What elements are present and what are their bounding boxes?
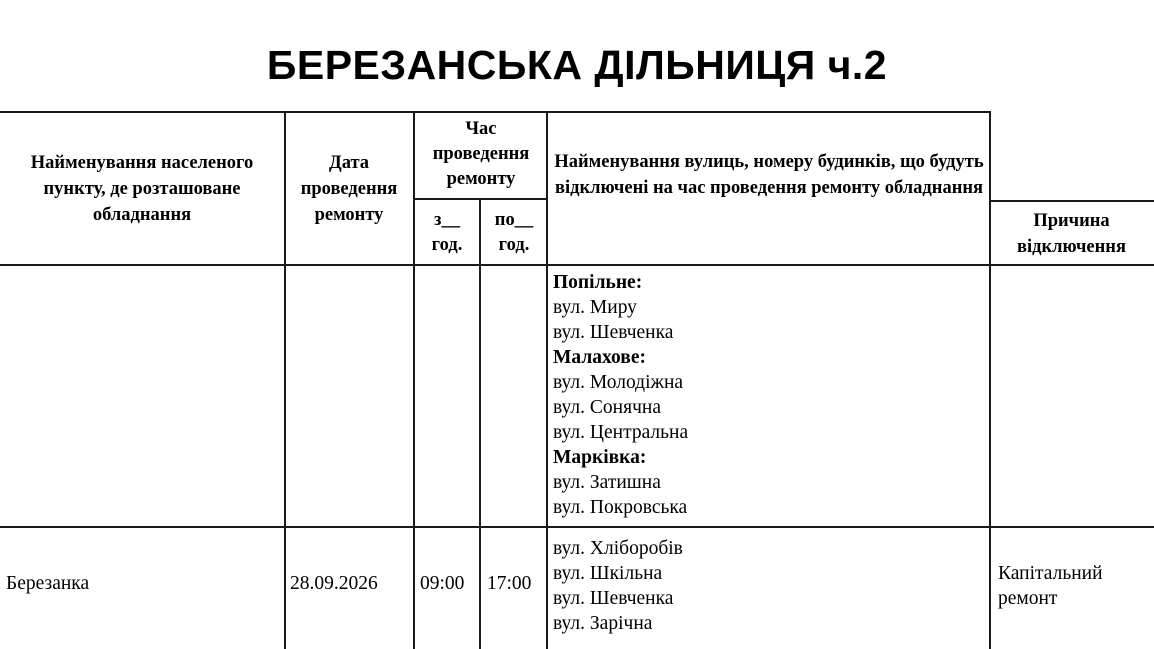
street-item: вул. Миру (553, 297, 637, 318)
col-divider-4 (546, 111, 548, 649)
cell-time-to: 17:00 (487, 573, 532, 594)
village-label: Попільне: (553, 272, 643, 293)
street-item: вул. Покровська (553, 497, 688, 518)
header-streets: Найменування вулиць, номеру будинків, що будуть відключені на час проведення ремонту обладнання (554, 152, 984, 198)
header-date: Дата проведення ремонту (300, 153, 398, 225)
street-item: вул. Молодіжна (553, 372, 684, 393)
cell-settlement: Березанка (6, 573, 90, 594)
header-settlement: Найменування населеного пункту, де розташоване обладнання (30, 153, 254, 225)
header-time-to: по__ год. (494, 210, 534, 255)
col-divider-5 (989, 111, 991, 649)
table-top-border (0, 111, 990, 113)
table-row-2-streets (553, 536, 683, 636)
col-divider-2 (413, 111, 415, 649)
cell-reason: Капітальний ремонт (998, 563, 1103, 609)
col-divider-1 (284, 111, 286, 649)
street-item: вул. Центральна (553, 422, 689, 443)
col-divider-3 (479, 199, 481, 649)
cell-date: 28.09.2026 (290, 573, 378, 594)
header-time-from: з__ год. (431, 210, 463, 255)
street-item: вул. Зарічна (553, 613, 653, 634)
reason-header-top-border (990, 200, 1154, 202)
street-item: вул. Шевченка (553, 322, 674, 343)
street-item: вул. Сонячна (553, 397, 661, 418)
street-item: вул. Хліборобів (553, 538, 683, 559)
street-item: вул. Затишна (553, 472, 661, 493)
village-label: Малахове: (553, 347, 646, 368)
table-row-1-streets (553, 270, 688, 520)
header-reason: Причина відключення (1017, 211, 1126, 257)
row-divider (0, 526, 1154, 528)
header-time: Час проведення ремонту (432, 119, 530, 189)
header-bottom-border (0, 264, 1154, 266)
street-item: вул. Шкільна (553, 563, 663, 584)
cell-time-from: 09:00 (420, 573, 465, 594)
village-label: Марківка: (553, 447, 647, 468)
street-item: вул. Шевченка (553, 588, 674, 609)
page-title: БЕРЕЗАНСЬКА ДІЛЬНИЦЯ ч.2 (266, 42, 888, 88)
